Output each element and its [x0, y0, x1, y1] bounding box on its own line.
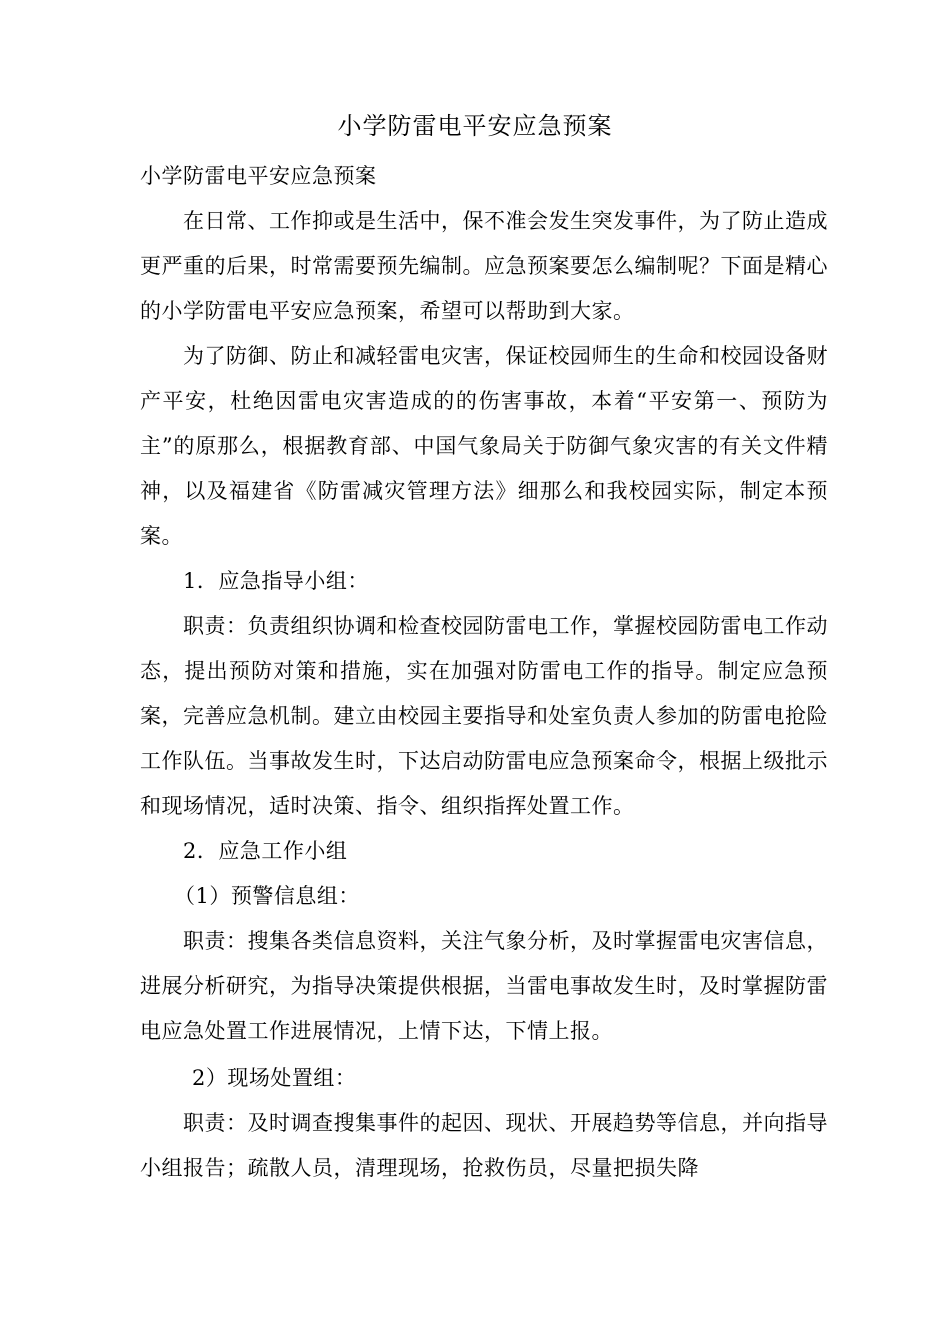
document-body: [140, 154, 828, 1191]
paragraph-onsite-duties: 职责：及时调查搜集事件的起因、现状、开展趋势等信息，并向指导小组报告；疏散人员，清理现场，抢救伤员，尽量把损失降: [140, 1111, 828, 1180]
paragraph-purpose: 为了防御、防止和减轻雷电灾害，保证校园师生的生命和校园设备财产平安，杜绝因雷电灾害造成的的伤害事故，本着“平安第一、预防为主”的原那么，根据教育部、中国气象局关于防御气象灾害的有关文件精神，以及福建省《防雷减灾管理方法》细那么和我校园实际，制定本预案。: [140, 344, 828, 548]
heading-onsite-group: 2）现场处置组：: [192, 1066, 357, 1090]
heading-leadership-group: 1．应急指导小组：: [183, 569, 369, 593]
heading-warning-info-group: （1）预警信息组：: [174, 884, 360, 908]
document-title: 小学防雷电平安应急预案: [337, 112, 613, 140]
paragraph-warning-duties: 职责：搜集各类信息资料，关注气象分析，及时掌握雷电灾害信息，进展分析研究，为指导决策提供根据，当雷电事故发生时，及时掌握防雷电应急处置工作进展情况，上情下达，下情上报。: [140, 929, 828, 1043]
heading-work-groups: 2．应急工作小组: [183, 839, 348, 863]
paragraph-intro: 在日常、工作抑或是生活中，保不准会发生突发事件，为了防止造成更严重的后果，时常需要预先编制。应急预案要怎么编制呢？下面是精心的小学防雷电平安应急预案，希望可以帮助到大家。: [140, 209, 828, 323]
paragraph-leadership-duties: 职责：负责组织协调和检查校园防雷电工作，掌握校园防雷电工作动态，提出预防对策和措施，实在加强对防雷电工作的指导。制定应急预案，完善应急机制。建立由校园主要指导和处室负责人参加的防雷电抢险工作队伍。当事故发生时，下达启动防雷电应急预案命令，根据上级批示和现场情况，适时决策、指令、组织指挥处置工作。: [140, 614, 828, 818]
document-subtitle: 小学防雷电平安应急预案: [140, 164, 377, 188]
